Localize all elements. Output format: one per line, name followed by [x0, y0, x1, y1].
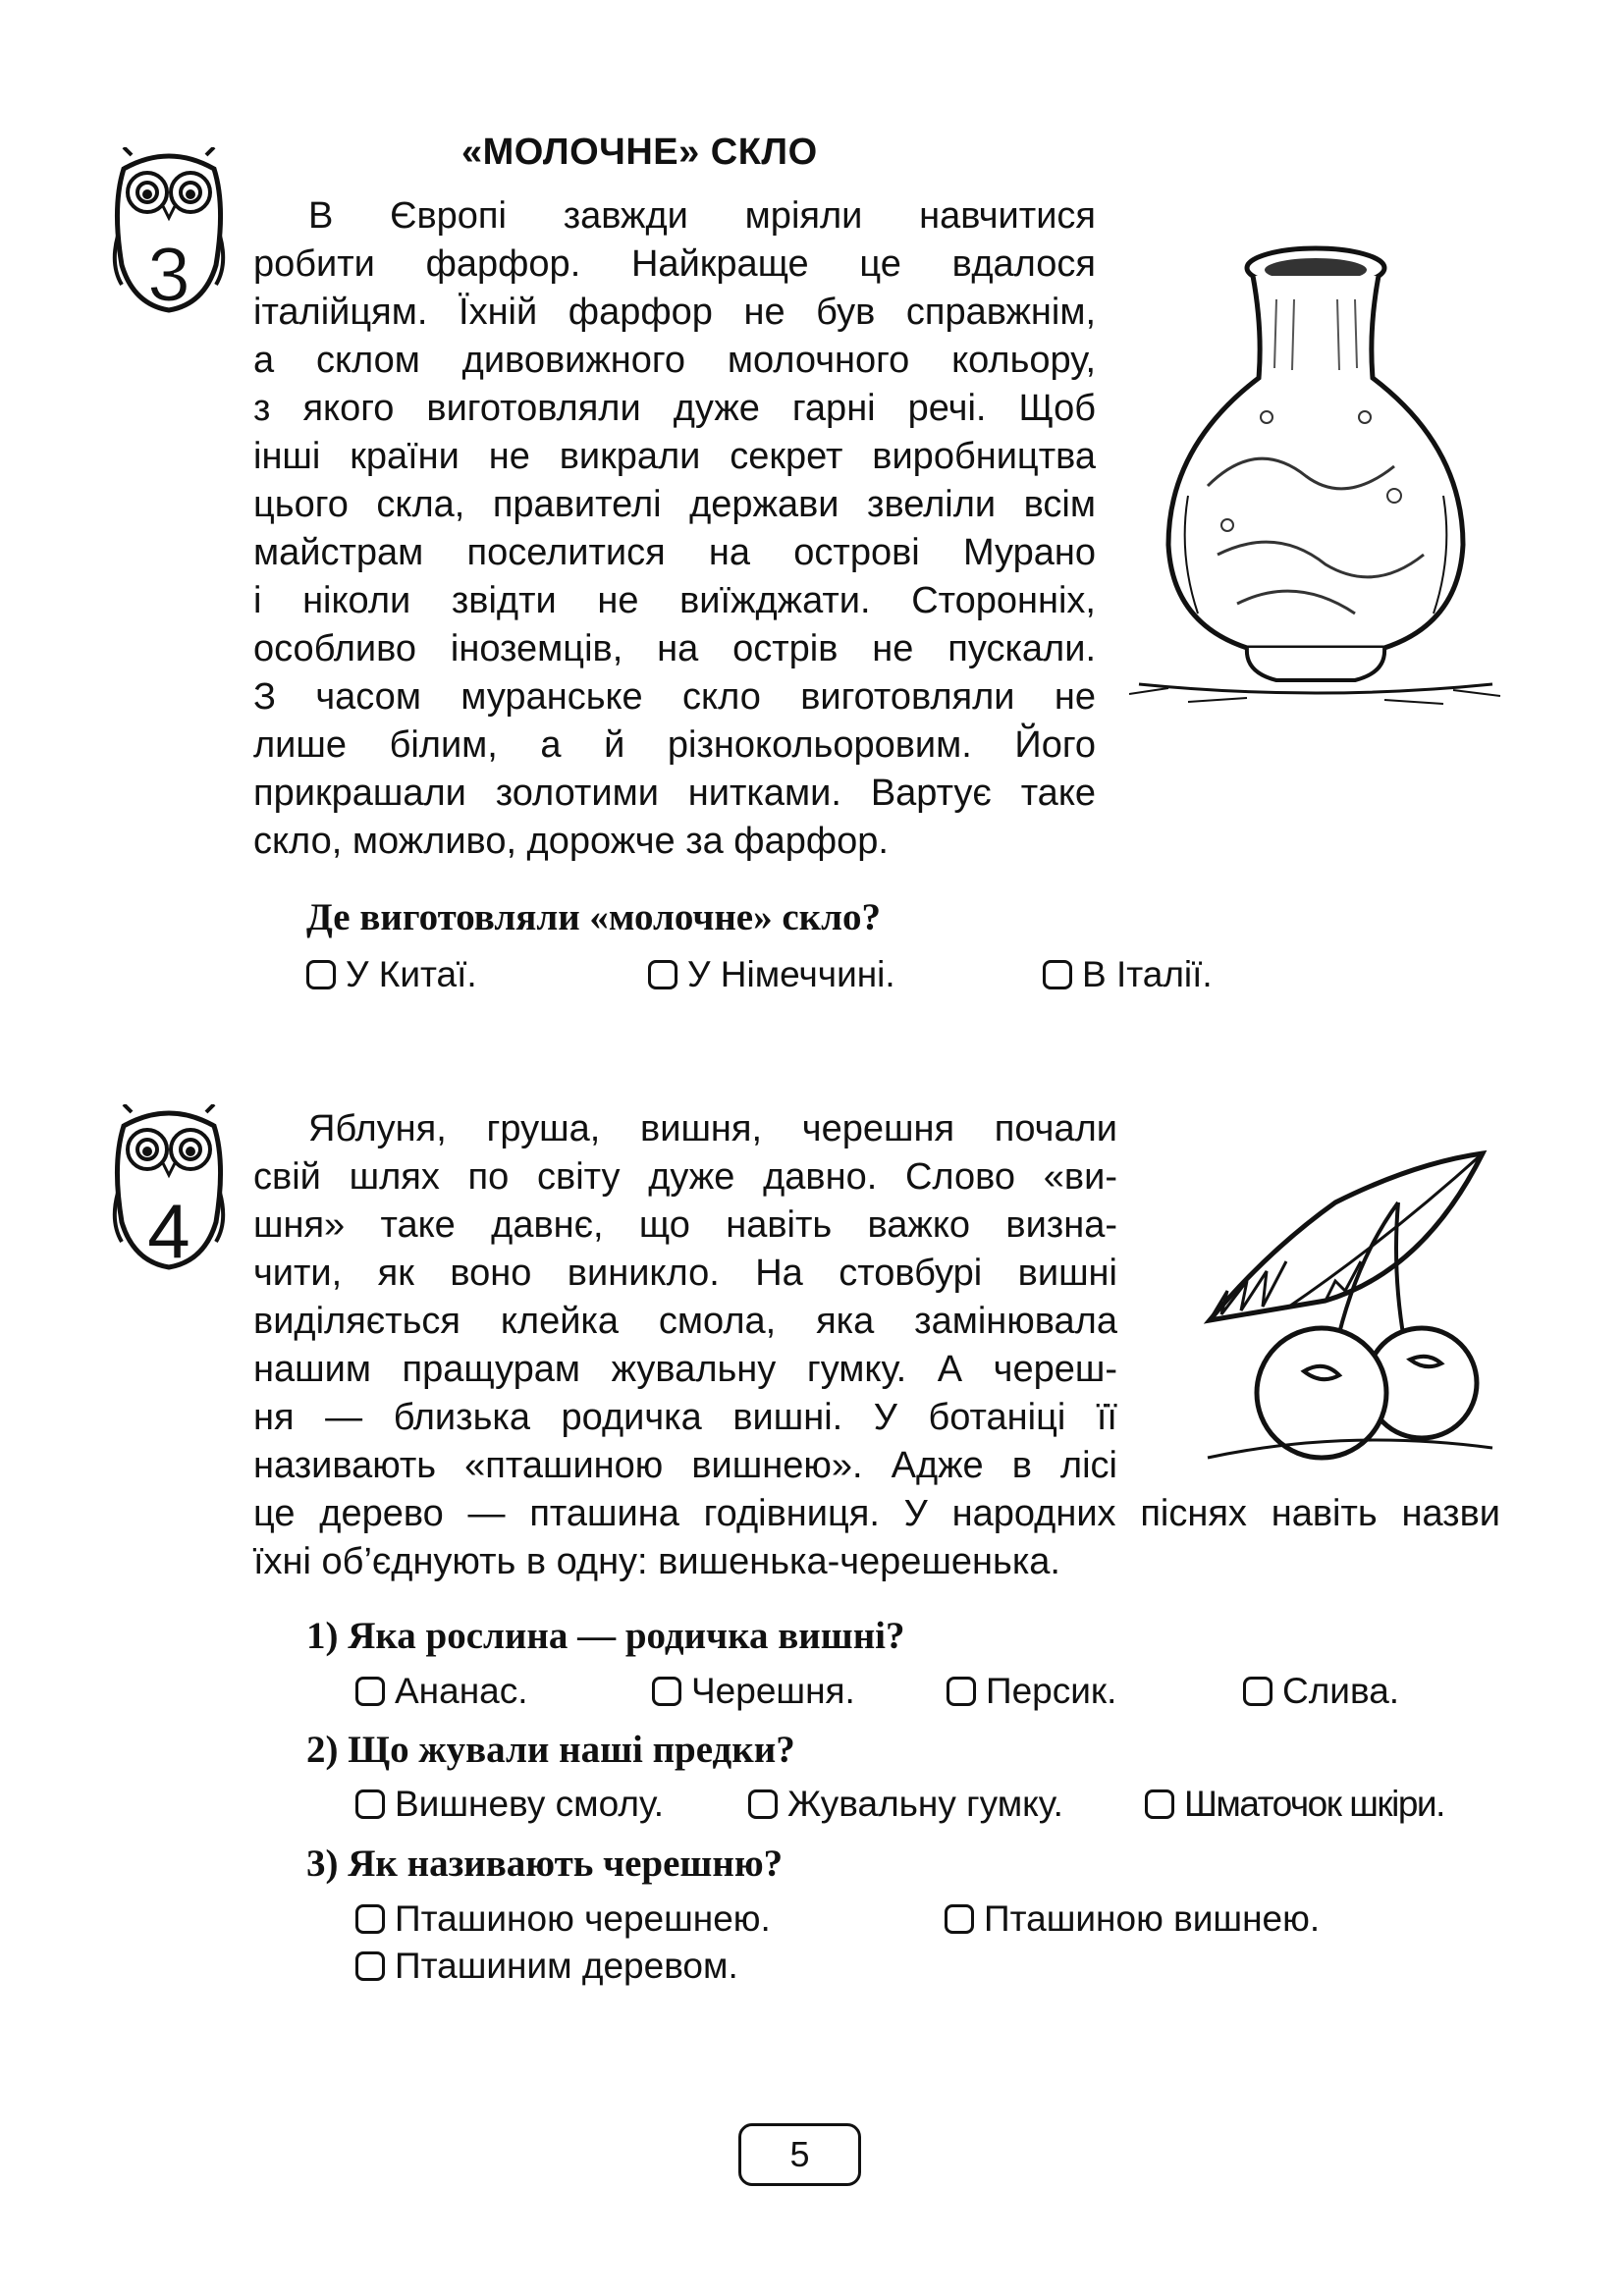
answer-option[interactable] [355, 1898, 771, 1940]
option-label: Слива. [1282, 1671, 1400, 1711]
exercise-4-question-2: 2) Що жували наші предки? [306, 1729, 795, 1771]
option-label: Пташиною вишнею. [984, 1898, 1321, 1939]
vase-illustration [1129, 240, 1502, 712]
text-line: це дерево — пташина годівниця. У народних піснях навіть назви [253, 1493, 1500, 1534]
exercise-4-question-3: 3) Як називають черешню? [306, 1842, 784, 1885]
option-label: Черешня. [691, 1671, 855, 1711]
answer-option[interactable] [306, 954, 477, 995]
checkbox[interactable] [355, 1677, 385, 1706]
option-label: Ананас. [395, 1671, 528, 1711]
answer-option[interactable] [652, 1671, 855, 1712]
option-label: Шматочок шкіри. [1184, 1784, 1444, 1824]
option-label: Жувальну гумку. [787, 1784, 1063, 1824]
text-line: інші країни не викрали секрет виробництва [253, 436, 1096, 477]
option-label: Вишневу смолу. [395, 1784, 665, 1824]
text-line: називають «пташиною вишнею». Адже в лісі [253, 1445, 1117, 1486]
option-label: В Італії. [1082, 954, 1213, 994]
text-line: і ніколи звідти не виїжджати. Сторонніх, [253, 580, 1096, 621]
checkbox[interactable] [652, 1677, 681, 1706]
page-number: 5 [738, 2123, 861, 2186]
text-line: особливо іноземців, на острів не пускали. [253, 628, 1096, 669]
exercise-4-question-1: 1) Яка рослина — родичка вишні? [306, 1615, 905, 1657]
text-line: чити, як воно виникло. На стовбурі вишні [253, 1253, 1117, 1294]
owl-number-4-icon [110, 1104, 228, 1271]
answer-option[interactable] [355, 1671, 527, 1712]
text-line: Яблуня, груша, вишня, черешня почали [308, 1108, 1117, 1149]
answer-option[interactable] [1243, 1671, 1399, 1712]
cherry-illustration [1188, 1144, 1502, 1468]
exercise-number: 3 [147, 231, 190, 314]
text-line: свій шлях по світу дуже давно. Слово «ви- [253, 1156, 1117, 1198]
exercise-3-question: Де виготовляли «молочне» скло? [306, 896, 882, 938]
checkbox[interactable] [748, 1789, 778, 1819]
option-label: Пташиним деревом. [395, 1946, 738, 1986]
checkbox[interactable] [1043, 960, 1072, 989]
checkbox[interactable] [306, 960, 336, 989]
owl-number-3-icon [110, 147, 228, 314]
exercise-3-text [253, 192, 1096, 866]
answer-option[interactable] [1145, 1784, 1444, 1825]
exercise-title: «МОЛОЧНЕ» СКЛО [461, 132, 818, 173]
option-label: Персик. [986, 1671, 1117, 1711]
answer-option[interactable] [748, 1784, 1063, 1825]
answer-option[interactable] [355, 1946, 738, 1987]
text-line: нашим пращурам жувальну гумку. А череш- [253, 1349, 1117, 1390]
text-line: лише білим, а й різнокольоровим. Його [253, 724, 1096, 766]
checkbox[interactable] [355, 1951, 385, 1981]
checkbox[interactable] [648, 960, 677, 989]
text-line: ня — близька родичка вишні. У ботаніці її [253, 1397, 1117, 1438]
text-line: робити фарфор. Найкраще це вдалося [253, 243, 1096, 285]
answer-option[interactable] [648, 954, 895, 995]
checkbox[interactable] [1243, 1677, 1272, 1706]
text-line: шня» таке давнє, що навіть важко визна- [253, 1204, 1117, 1246]
text-line: а склом дивовижного молочного кольору, [253, 340, 1096, 381]
checkbox[interactable] [355, 1789, 385, 1819]
checkbox[interactable] [355, 1904, 385, 1934]
text-line: їхні об’єднують в одну: вишенька-черешенька. [253, 1541, 1060, 1582]
option-label: У Китаї. [346, 954, 477, 994]
checkbox[interactable] [945, 1904, 974, 1934]
option-label: Пташиною черешнею. [395, 1898, 771, 1939]
text-line: З часом муранське скло виготовляли не [253, 676, 1096, 718]
text-line: В Європі завжди мріяли навчитися [308, 195, 1096, 237]
option-label: У Німеччині. [687, 954, 895, 994]
text-line: скло, можливо, дорожче за фарфор. [253, 821, 889, 862]
answer-option[interactable] [945, 1898, 1320, 1940]
checkbox[interactable] [947, 1677, 976, 1706]
exercise-4-text [253, 1105, 1500, 1586]
exercise-number: 4 [147, 1188, 190, 1271]
text-line: італійцям. Їхній фарфор не був справжнім, [253, 292, 1096, 333]
answer-option[interactable] [947, 1671, 1116, 1712]
answer-option[interactable] [355, 1784, 664, 1825]
text-line: з якого виготовляли дуже гарні речі. Щоб [253, 388, 1096, 429]
text-line: цього скла, правителі держави звеліли всім [253, 484, 1096, 525]
checkbox[interactable] [1145, 1789, 1174, 1819]
text-line: виділяється клейка смола, яка замінювала [253, 1301, 1117, 1342]
text-line: прикрашали золотими нитками. Вартує таке [253, 773, 1096, 814]
answer-option[interactable] [1043, 954, 1213, 995]
text-line: майстрам поселитися на острові Мурано [253, 532, 1096, 573]
